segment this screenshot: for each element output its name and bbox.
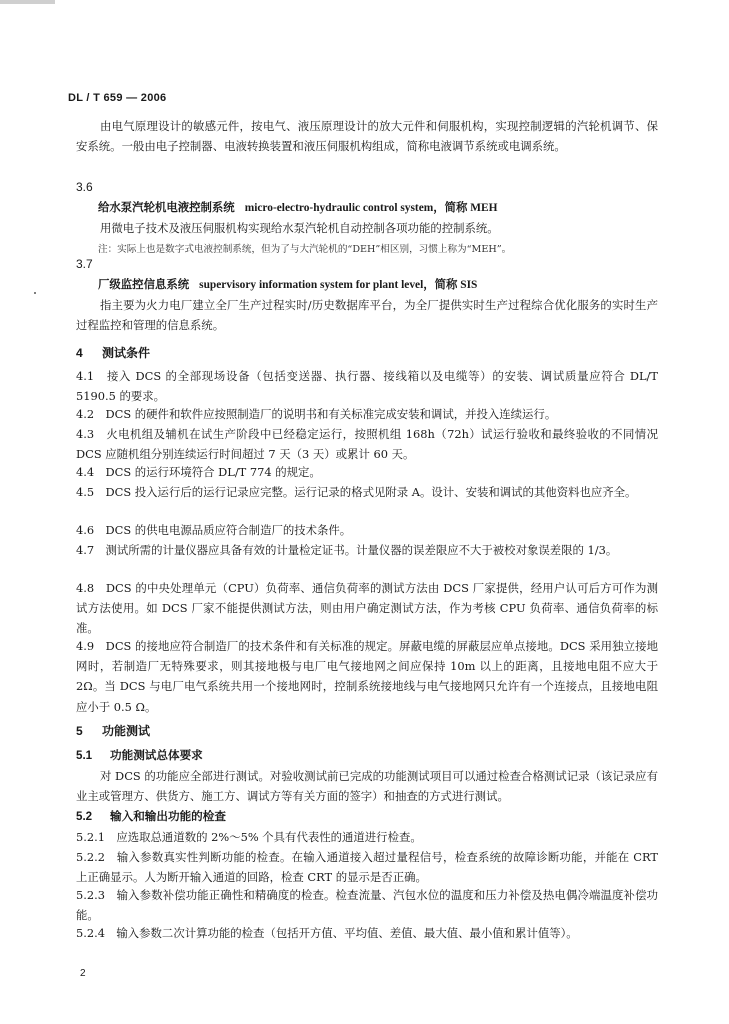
clause-number: 5.1: [76, 749, 93, 762]
clause-number: 5.2: [76, 810, 93, 823]
section-4-heading: [76, 344, 150, 361]
term-en: micro-electro-hydraulic control system，简称 MEH: [244, 202, 498, 214]
clause-4-2: 4.2 DCS 的硬件和软件应按照制造厂的说明书和有关标准完成安装和调试，并投入连续运行。: [76, 407, 557, 421]
section-number: 4: [76, 346, 83, 360]
clause-3-6-number: 3.6: [76, 180, 93, 194]
clause-4-7: 4.7 测试所需的计量仪器应具备有效的计量检定证书。计量仪器的误差限应不大于被校对象误差限的 1/3。: [76, 543, 618, 557]
clause-title: 输入和输出功能的检查: [110, 809, 226, 823]
clause-4-1: 4.1 接入 DCS 的全部现场设备（包括变送器、执行器、接线箱以及电缆等）的安装、调试质量应符合 DL/T 5190.5 的要求。: [76, 369, 658, 404]
scan-artifact: [0, 0, 55, 4]
scan-speck: [34, 292, 36, 294]
clause-3-6-term: [98, 199, 497, 215]
clause-5-1-heading: [76, 747, 203, 763]
clause-3-7-definition: 指主要为火力电厂建立全厂生产过程实时/历史数据库平台，为全厂提供实时生产过程综合优化服务的实时生产过程监控和管理的信息系统。: [76, 298, 658, 333]
term-en: supervisory information system for plant level，简称 SIS: [199, 279, 478, 291]
clause-4-5: 4.5 DCS 投入运行后的运行记录应完整。运行记录的格式见附录 A。设计、安装和调试的其他资料也应齐全。: [76, 485, 637, 499]
section-title: 测试条件: [102, 346, 151, 360]
clause-5-1-body: 对 DCS 的功能应全部进行测试。对验收测试前已完成的功能测试项目可以通过检查合格测试记录（该记录应有业主或管理方、供货方、施工方、调试方等有关方面的签字）和抽查的方式进行测试。: [76, 769, 658, 804]
clause-title: 功能测试总体要求: [110, 748, 203, 762]
clause-4-9: 4.9 DCS 的接地应符合制造厂的技术条件和有关标准的规定。屏蔽电缆的屏蔽层应单点接地。DCS 采用独立接地网时，若制造厂无特殊要求，则其接地极与电厂电气接地网之间应保持 10m 以上的距离，且接地电阻不应大于 2Ω。当 DCS 与电厂电气系统共用一个接地网时，控制系统接地线与电气接地网只允许有一个连接点，且接地电阻应小于 0.5 Ω。: [76, 639, 658, 714]
clause-5-2-1: 5.2.1 应选取总通道数的 2%～5% 个具有代表性的通道进行检查。: [76, 830, 422, 844]
clause-3-6-note: 注：实际上也是数字式电液控制系统，但为了与大汽轮机的“DEH”相区别，习惯上称为“MEH”。: [98, 244, 512, 255]
intro-paragraph: 由电气原理设计的敏感元件，按电气、液压原理设计的放大元件和伺服机构，实现控制逻辑的汽轮机调节、保安系统。一般由电子控制器、电液转换装置和液压伺服机构组成，简称电液调节系统或电调系统。: [76, 119, 658, 154]
clause-3-6-definition: 用微电子技术及液压伺服机构实现给水泵汽轮机自动控制各项功能的控制系统。: [100, 221, 499, 235]
clause-5-2-2: 5.2.2 输入参数真实性判断功能的检查。在输入通道接入超过量程信号，检查系统的故障诊断功能，并能在 CRT 上正确显示。人为断开输入通道的回路，检查 CRT 的显示是否正确。: [76, 850, 658, 885]
clause-3-7-term: [98, 276, 477, 292]
clause-5-2-3: 5.2.3 输入参数补偿功能正确性和精确度的检查。检查流量、汽包水位的温度和压力补偿及热电偶冷端温度补偿功能。: [76, 888, 658, 923]
section-number: 5: [76, 724, 83, 738]
clause-3-7-number: 3.7: [76, 257, 93, 271]
clause-4-6: 4.6 DCS 的供电电源品质应符合制造厂的技术条件。: [76, 523, 352, 537]
page-number: 2: [80, 968, 86, 979]
section-5-heading: [76, 722, 150, 739]
clause-5-2-heading: [76, 808, 226, 824]
clause-5-2-4: 5.2.4 输入参数二次计算功能的检查（包括开方值、平均值、差值、最大值、最小值和累计值等）。: [76, 926, 578, 940]
term-cn: 给水泵汽轮机电液控制系统: [98, 200, 235, 214]
standard-header: DL / T 659 — 2006: [68, 92, 167, 104]
term-cn: 厂级监控信息系统: [98, 277, 190, 291]
clause-4-8: 4.8 DCS 的中央处理单元（CPU）负荷率、通信负荷率的测试方法由 DCS 厂家提供，经用户认可后方可作为测试方法使用。如 DCS 厂家不能提供测试方法，则由用户确定测试方法，作为考核 CPU 负荷率、通信负荷率的标准。: [76, 581, 658, 636]
clause-4-3: 4.3 火电机组及辅机在试生产阶段中已经稳定运行，按照机组 168h（72h）试运行验收和最终验收的不同情况 DCS 应随机组分别连续运行时间超过 7 天（3 天）或累计 60 天。: [76, 427, 658, 462]
section-title: 功能测试: [102, 724, 151, 738]
clause-4-4: 4.4 DCS 的运行环境符合 DL/T 774 的规定。: [76, 465, 321, 479]
